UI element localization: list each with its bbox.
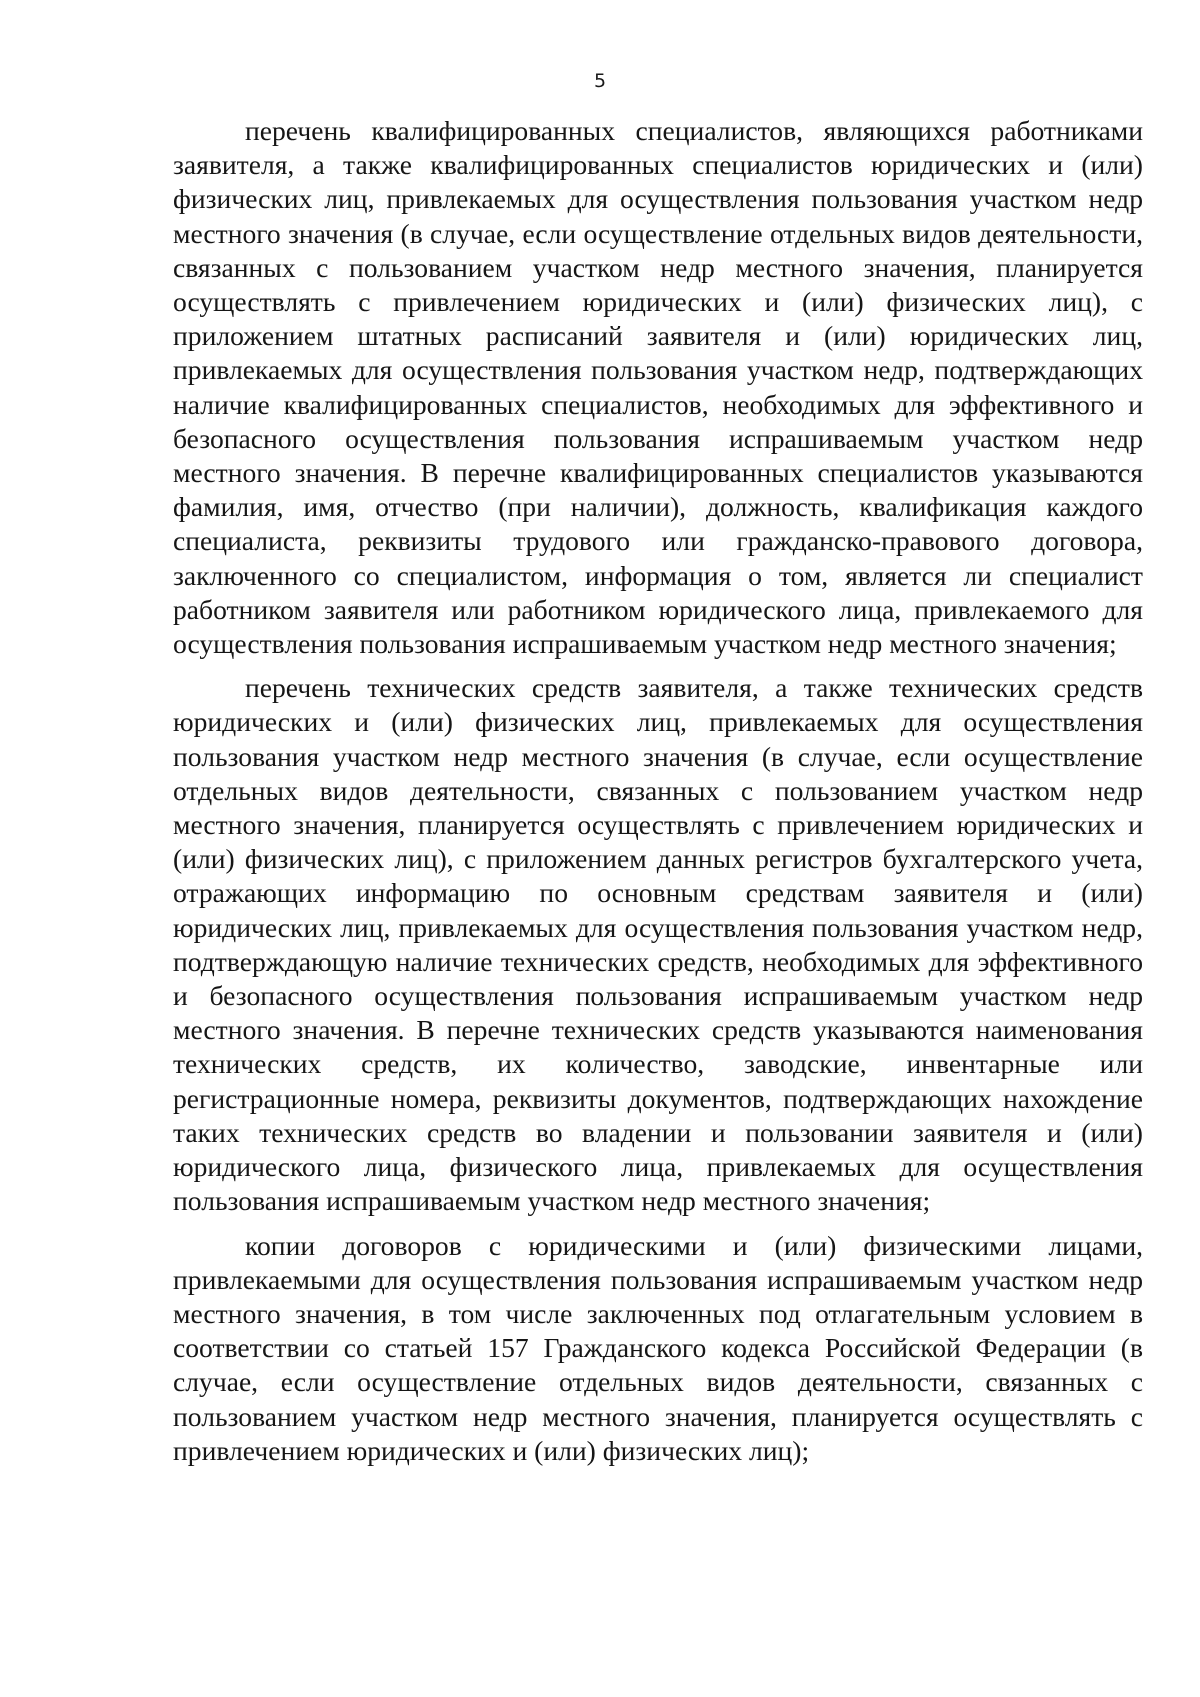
paragraph-specialists-list: перечень квалифицированных специалистов, являющихся работниками заявителя, а также квалифицированных специалистов юридических и (или) физических лиц, привлекаемых для осуществления пользования участком недр местного значения (в случае, если осуществление отдельных видов деятельности, связанных с пользованием участком недр местного значения, планируется осуществлять с привлечением юридических и (или) физических лиц), с приложением штатных расписаний заявителя и (или) юридических лиц, привлекаемых для осуществления пользования участком недр, подтверждающих наличие квалифицированных специалистов, необходимых для эффективного и безопасного осуществления пользования испрашиваемым участком недр местного значения. В перечне квалифицированных специалистов указываются фамилия, имя, отчество (при наличии), должность, квалификация каждого специалиста, реквизиты трудового или гражданско-правового договора, заключенного со специалистом, информация о том, является ли специалист работником заявителя или работником юридического лица, привлекаемого для осуществления пользования испрашиваемым участком недр местного значения; bbox=[173, 115, 1143, 660]
document-body bbox=[173, 114, 1143, 1468]
paragraph-contract-copies: копии договоров с юридическими и (или) физическими лицами, привлекаемыми для осуществления пользования испрашиваемым участком недр местного значения, в том числе заключенных под отлагательным условием в соответствии со статьей 157 Гражданского кодекса Российской Федерации (в случае, если осуществление отдельных видов деятельности, связанных с пользованием участком недр местного значения, планируется осуществлять с привлечением юридических и (или) физических лиц); bbox=[173, 1229, 1143, 1466]
page-number: 5 bbox=[593, 70, 607, 92]
paragraph-technical-means-list: перечень технических средств заявителя, а также технических средств юридических и (или) физических лиц, привлекаемых для осуществления пользования участком недр местного значения (в случае, если осуществление отдельных видов деятельности, связанных с пользованием участком недр местного значения, планируется осуществлять с привлечением юридических и (или) физических лиц), с приложением данных регистров бухгалтерского учета, отражающих информацию по основным средствам заявителя и (или) юридических лиц, привлекаемых для осуществления пользования участком недр, подтверждающую наличие технических средств, необходимых для эффективного и безопасного осуществления пользования испрашиваемым участком недр местного значения. В перечне технических средств указываются наименования технических средств, их количество, заводские, инвентарные или регистрационные номера, реквизиты документов, подтверждающих нахождение таких технических средств во владении и пользовании заявителя и (или) юридического лица, физического лица, привлекаемых для осуществления пользования испрашиваемым участком недр местного значения; bbox=[173, 672, 1143, 1217]
